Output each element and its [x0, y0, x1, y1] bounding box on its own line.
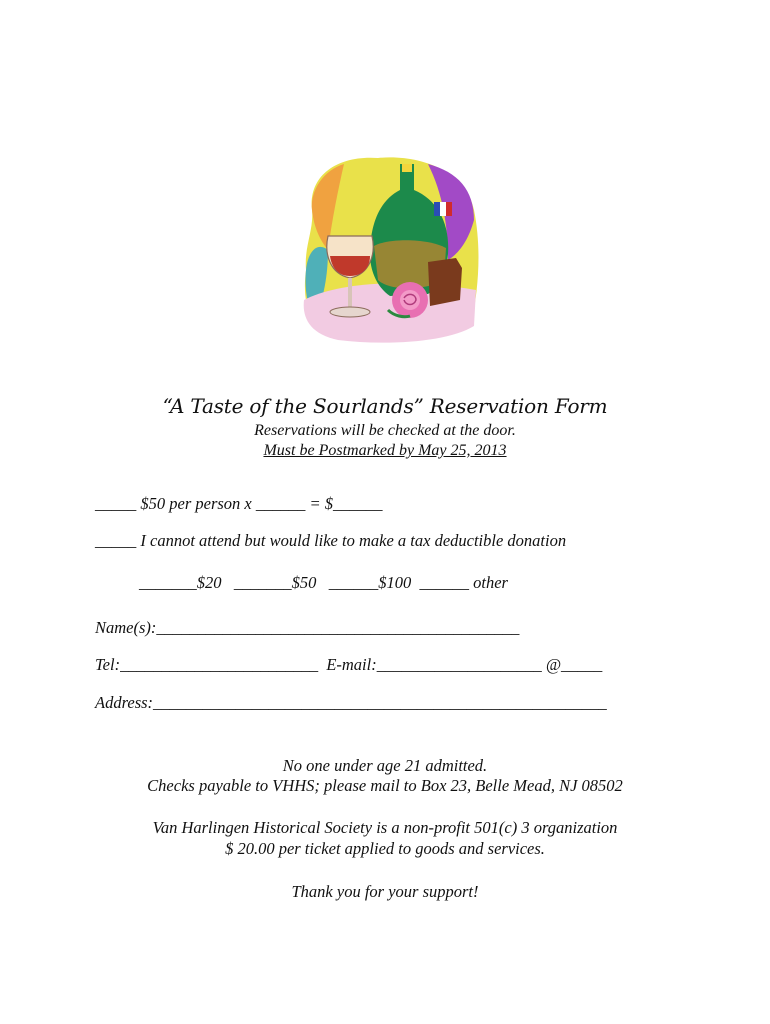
form-title: “A Taste of the Sourlands” Reservation Form [162, 394, 608, 418]
donation-amounts-line: _______$20 _______$50 ______$100 ______ other [139, 573, 508, 592]
subtitle-postmark-deadline: Must be Postmarked by May 25, 2013 [263, 442, 507, 459]
per-person-line: _____ $50 per person x ______ = $______ [95, 494, 383, 513]
contact-line: Tel:________________________ E-mail:____________________ @_____ [95, 655, 603, 674]
subtitle-checked-at-door: Reservations will be checked at the door. [254, 422, 516, 439]
thank-you-note: Thank you for your support! [291, 882, 479, 901]
nonprofit-notice: Van Harlingen Historical Society is a non-profit 501(c) 3 organization [152, 818, 618, 837]
age-notice: No one under age 21 admitted. [282, 756, 488, 775]
ticket-notice: $ 20.00 per ticket applied to goods and services. [225, 839, 545, 858]
address-line: Address:_______________________________________________________ [95, 693, 607, 712]
wine-illustration [298, 150, 482, 346]
names-line: Name(s):____________________________________________ [95, 618, 520, 637]
donation-line: _____ I cannot attend but would like to make a tax deductible donation [95, 531, 567, 550]
checks-notice: Checks payable to VHHS; please mail to Box 23, Belle Mead, NJ 08502 [147, 776, 623, 795]
